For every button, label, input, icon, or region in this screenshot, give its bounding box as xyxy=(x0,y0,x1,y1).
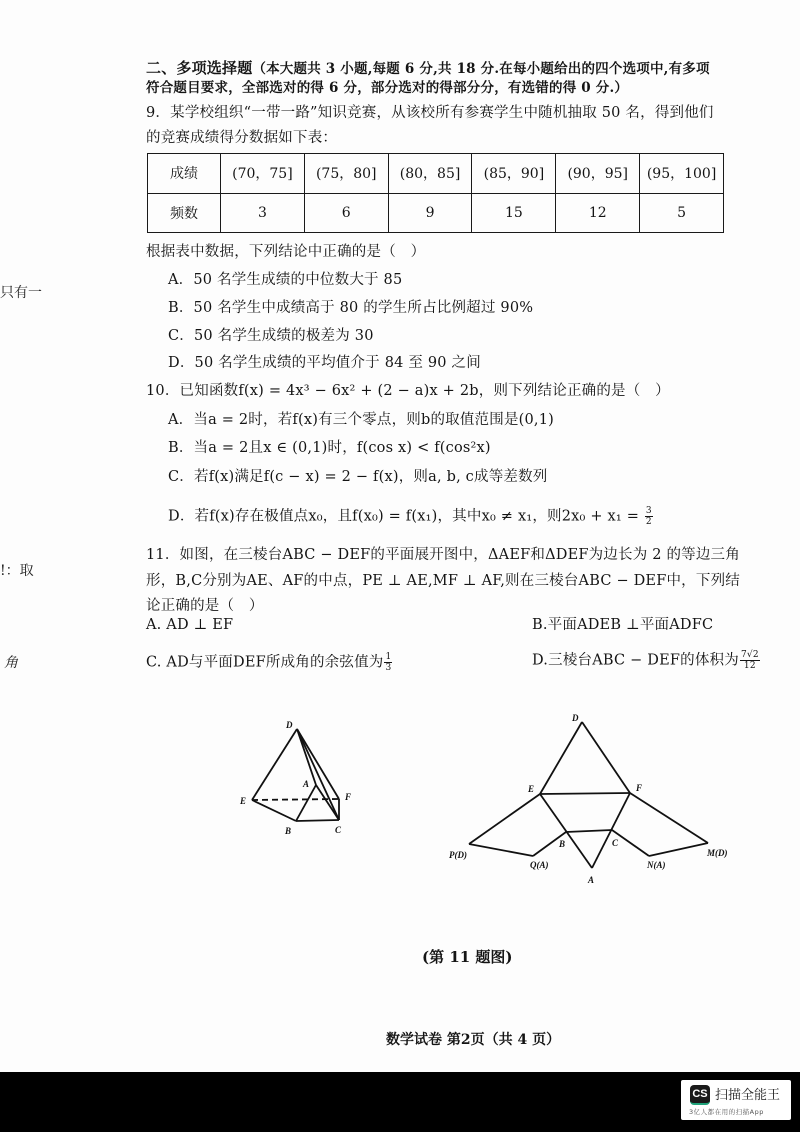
net-diagram xyxy=(469,722,708,868)
section-instructions-1: （本大题共 3 小题,每题 6 分,共 18 分.在每小题给出的四个选项中,有多项 xyxy=(252,61,710,77)
net-label-b: B xyxy=(559,839,566,849)
label-f: F xyxy=(345,792,352,802)
net-label-c: C xyxy=(612,838,619,848)
q11-stem-line1: 11．如图，在三棱台ABC − DEF的平面展开图中，ΔAEF和ΔDEF为边长为 2 的等边三角 xyxy=(146,547,740,563)
table-cell: (75，80] xyxy=(304,154,388,194)
camscanner-watermark xyxy=(681,1080,791,1120)
margin-fragment-2: !：取 xyxy=(0,563,34,579)
page-footer: 数学试卷 第2页（共 4 页） xyxy=(386,1032,561,1048)
q11-stem-line2: 形，B,C分别为AE、AF的中点，PE ⊥ AE,MF ⊥ AF,则在三棱台ABC − DEF中，下列结 xyxy=(146,573,740,589)
label-e: E xyxy=(240,796,247,806)
q11-stem-line3: 论正确的是（ ） xyxy=(146,598,264,614)
net-label-e: E xyxy=(528,784,535,794)
q9-option-a: A．50 名学生成绩的中位数大于 85 xyxy=(168,272,403,288)
table-cell: 12 xyxy=(556,193,640,233)
net-labels xyxy=(449,713,728,885)
table-cell: 5 xyxy=(640,193,724,233)
net-label-f: F xyxy=(636,783,643,793)
table-cell: (85，90] xyxy=(472,154,556,194)
q9-option-b: B．50 名学生中成绩高于 80 的学生所占比例超过 90% xyxy=(168,300,534,316)
q9-option-c: C．50 名学生成绩的极差为 30 xyxy=(168,328,374,344)
q11-option-c-text: C. AD与平面DEF所成角的余弦值为 xyxy=(146,654,384,671)
scanner-bottom-bar xyxy=(0,1072,800,1132)
table-cell: (80，85] xyxy=(388,154,472,194)
q11-option-d-text: D.三棱台ABC − DEF的体积为 xyxy=(532,652,739,669)
fraction-3-2: $\frac{3}{2}$ xyxy=(645,506,652,527)
q11-option-a: A. AD ⊥ EF xyxy=(146,617,234,633)
net-label-d: D xyxy=(572,713,579,723)
net-label-q: Q(A) xyxy=(530,860,549,870)
table-cell: 15 xyxy=(472,193,556,233)
q9-prompt: 根据表中数据，下列结论中正确的是（ ） xyxy=(146,244,426,260)
q10-option-d-text: D．若f(x)存在极值点x₀，且f(x₀) = f(x₁)，其中x₀ ≠ x₁，则2x₀ + x₁ = xyxy=(168,508,644,525)
camscanner-tagline: 3亿人都在用的扫描App xyxy=(689,1108,764,1116)
table-cell: 6 xyxy=(304,193,388,233)
table-cell: (90，95] xyxy=(556,154,640,194)
camscanner-logo-icon: CS xyxy=(690,1085,710,1105)
q10-option-a: A．当a = 2时，若f(x)有三个零点，则b的取值范围是(0,1) xyxy=(168,412,555,428)
section-instructions-2: 符合题目要求，全部选对的得 6 分，部分选对的得部分分，有选错的得 0 分.） xyxy=(146,80,629,96)
camscanner-name: 扫描全能王 xyxy=(715,1088,781,1103)
net-label-p: P(D) xyxy=(449,850,467,860)
table-cell: 9 xyxy=(388,193,472,233)
frustum-labels xyxy=(239,720,351,836)
q9-stem-line1: 9．某学校组织“一带一路”知识竞赛，从该校所有参赛学生中随机抽取 50 名，得到他们 xyxy=(146,105,714,121)
fraction-1-3: $\frac{1}{3}$ xyxy=(385,652,392,673)
q9-option-d: D．50 名学生成绩的平均值介于 84 至 90 之间 xyxy=(168,355,481,371)
label-a: A xyxy=(303,779,310,789)
table-cell: (70，75] xyxy=(221,154,305,194)
fraction-7root2-12: $\frac{7√2}{12}$ xyxy=(740,650,759,671)
label-d: D xyxy=(286,720,293,730)
row-header-score: 成绩 xyxy=(148,154,221,194)
table-cell: 3 xyxy=(221,193,305,233)
net-label-n: N(A) xyxy=(647,860,666,870)
label-b: B xyxy=(285,826,292,836)
q10-stem: 10．已知函数f(x) = 4x³ − 6x² + (2 − a)x + 2b，则下列结论正确的是（ ） xyxy=(146,383,670,399)
row-header-frequency: 频数 xyxy=(148,193,221,233)
q10-option-b: B．当a = 2且x ∈ (0,1)时，f(cos x) < f(cos²x) xyxy=(168,440,491,456)
frustum-diagram xyxy=(252,729,339,821)
table-cell: (95，100] xyxy=(640,154,724,194)
margin-fragment-1: 只有一 xyxy=(0,285,42,301)
label-c: C xyxy=(335,825,342,835)
net-label-a: A xyxy=(588,875,595,885)
margin-fragment-3: 角 xyxy=(4,655,18,671)
figure-caption: (第 11 题图) xyxy=(422,948,513,966)
net-label-m: M(D) xyxy=(707,848,728,858)
q10-option-c: C．若f(x)满足f(c − x) = 2 − f(x)，则a, b, c成等差数列 xyxy=(168,469,548,485)
section-heading: 二、多项选择题 xyxy=(146,59,253,77)
q11-option-b: B.平面ADEB ⊥平面ADFC xyxy=(532,617,714,633)
q9-stem-line2: 的竞赛成绩得分数据如下表： xyxy=(146,130,338,146)
